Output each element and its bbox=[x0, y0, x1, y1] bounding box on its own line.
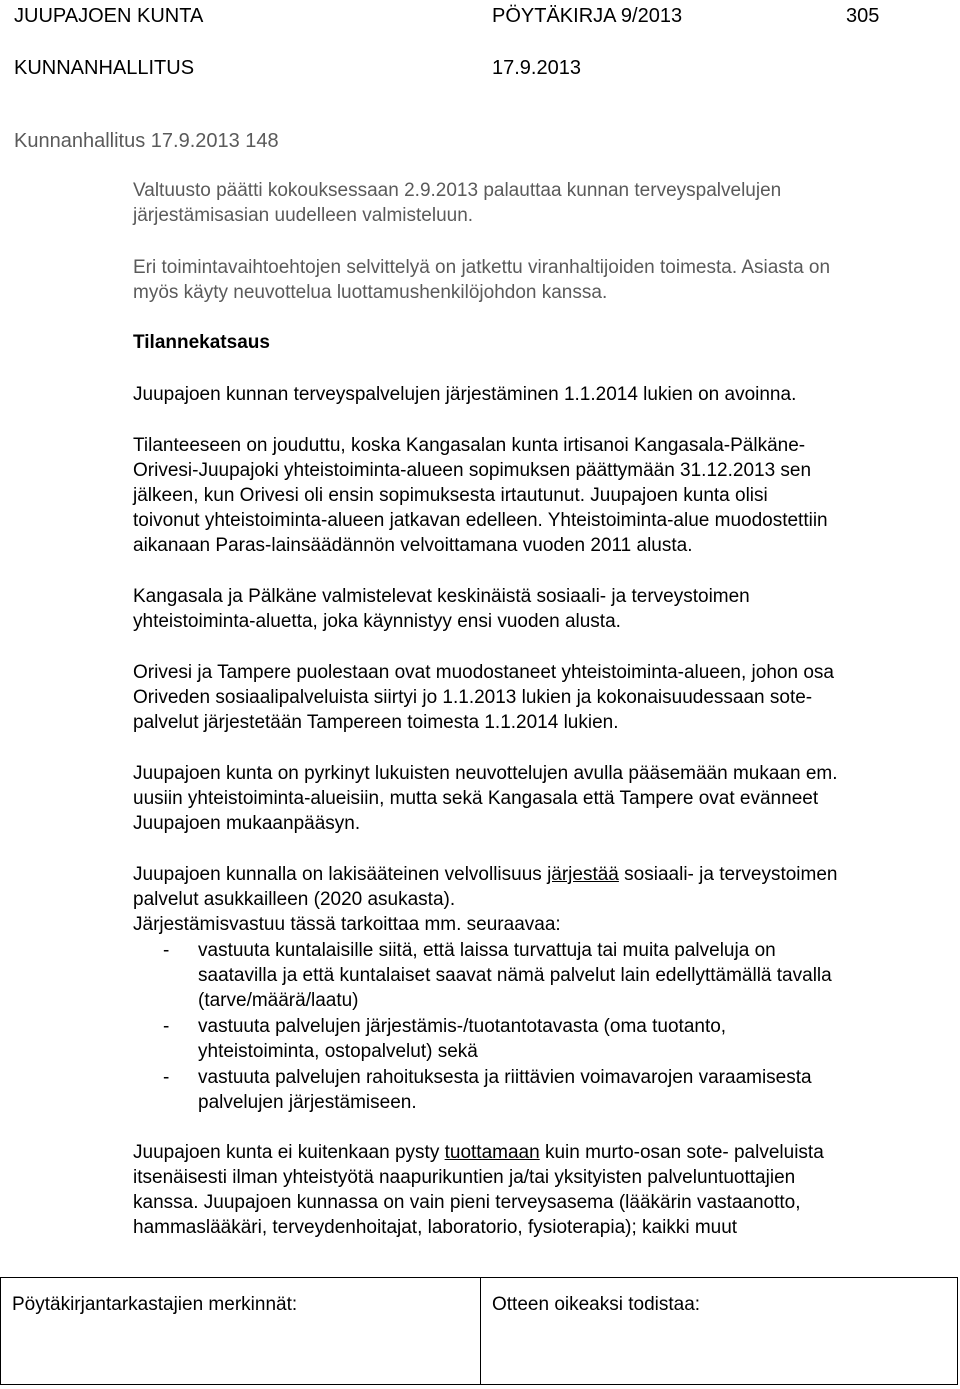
text-line: Oriveden sosiaalipalveluista siirtyi jo 1.1.2013 lukien ja kokonaisuudessaan sote- bbox=[133, 687, 813, 708]
text-line: itsenäisesti ilman yhteistyötä naapurikuntien ja/tai yksityisten palveluntuottajien bbox=[133, 1167, 796, 1188]
text-line: saatavilla ja että kuntalaiset saavat nämä palvelut lain edellyttämällä tavalla bbox=[198, 965, 832, 986]
body-name: KUNNANHALLITUS bbox=[14, 57, 195, 79]
text-line: vastuuta kuntalaisille siitä, että laissa turvattuja tai muita palveluja on bbox=[198, 940, 776, 961]
paragraph-1: Juupajoen kunnan terveyspalvelujen järjestäminen 1.1.2014 lukien on avoinna. bbox=[133, 384, 797, 405]
section-heading: Tilannekatsaus bbox=[133, 332, 270, 353]
footer-signature-box bbox=[0, 1277, 958, 1385]
text-line: palvelujen järjestämiseen. bbox=[198, 1092, 417, 1113]
text-line: Orivesi-Juupajoki yhteistoiminta-alueen sopimuksen päättymään 31.12.2013 sen bbox=[133, 460, 812, 481]
intro-paragraph-2 bbox=[133, 255, 933, 305]
text-line: Eri toimintavaihtoehtojen selvittelyä on jatkettu viranhaltijoiden toimesta. Asiasta on bbox=[133, 257, 831, 278]
text-line: Valtuusto päätti kokouksessaan 2.9.2013 palauttaa kunnan terveyspalvelujen bbox=[133, 180, 782, 201]
footer-divider bbox=[480, 1278, 481, 1384]
text-line: järjestämisasian uudelleen valmisteluun. bbox=[133, 205, 474, 226]
text-line: Kangasala ja Pälkäne valmistelevat keskinäistä sosiaali- ja terveystoimen bbox=[133, 586, 750, 607]
text-line: kanssa. Juupajoen kunnassa on vain pieni terveysasema (lääkärin vastaanotto, bbox=[133, 1192, 801, 1213]
list-item bbox=[198, 938, 832, 1013]
text-line: toivonut yhteistoiminta-alueen jatkavan edelleen. Yhteistoiminta-alue muodostettiin bbox=[133, 510, 828, 531]
org-name: JUUPAJOEN KUNTA bbox=[14, 5, 204, 27]
text-line: Orivesi ja Tampere puolestaan ovat muodostaneet yhteistoiminta-alueen, johon osa bbox=[133, 662, 834, 683]
text-line: myös käyty neuvottelua luottamushenkilöjohdon kanssa. bbox=[133, 282, 608, 303]
list-dash: - bbox=[163, 1016, 170, 1037]
text-line: hammaslääkäri, terveydenhoitajat, laboratorio, fysioterapia); kaikki muut bbox=[133, 1217, 738, 1238]
text-line: vastuuta palvelujen rahoituksesta ja riittävien voimavarojen varaamisesta bbox=[198, 1067, 812, 1088]
text-line: jälkeen, kun Orivesi oli ensin sopimuksesta irtautunut. Juupajoen kunta olisi bbox=[133, 485, 768, 506]
text-line: Juupajoen mukaanpääsyn. bbox=[133, 813, 361, 834]
text-run: kuin murto-osan sote- palveluista bbox=[539, 1142, 824, 1163]
doc-type: PÖYTÄKIRJA 9/2013 bbox=[492, 5, 683, 27]
text-run: sosiaali- ja terveystoimen bbox=[618, 864, 838, 885]
list-item bbox=[198, 1065, 812, 1115]
intro-paragraph-1 bbox=[133, 178, 933, 228]
underlined-word: järjestää bbox=[547, 864, 619, 885]
text-line: uusiin yhteistoiminta-alueisiin, mutta sekä Kangasala että Tampere ovat evänneet bbox=[133, 788, 819, 809]
certified-copy-label: Otteen oikeaksi todistaa: bbox=[492, 1294, 701, 1315]
text-line: yhteistoiminta, ostopalvelut) sekä bbox=[198, 1041, 478, 1062]
inspectors-notes-label: Pöytäkirjantarkastajien merkinnät: bbox=[12, 1294, 298, 1315]
page-number: 305 bbox=[846, 5, 880, 27]
text-line bbox=[133, 862, 933, 887]
text-line: (tarve/määrä/laatu) bbox=[198, 990, 359, 1011]
paragraph-7 bbox=[133, 1140, 933, 1240]
paragraph-5 bbox=[133, 761, 933, 836]
list-dash: - bbox=[163, 940, 170, 961]
section-ref: Kunnanhallitus 17.9.2013 148 bbox=[14, 130, 279, 152]
text-line: palvelut asukkailleen (2020 asukasta). bbox=[133, 889, 456, 910]
list-item bbox=[198, 1014, 726, 1064]
text-line bbox=[133, 1140, 933, 1165]
text-line: yhteistoiminta-aluetta, joka käynnistyy ensi vuoden alusta. bbox=[133, 611, 621, 632]
header-date: 17.9.2013 bbox=[492, 57, 581, 79]
paragraph-6 bbox=[133, 862, 933, 937]
text-line: palvelut järjestetään Tampereen toimesta 1.1.2014 lukien. bbox=[133, 712, 619, 733]
paragraph-4 bbox=[133, 660, 933, 735]
text-line: Tilanteeseen on jouduttu, koska Kangasalan kunta irtisanoi Kangasala-Pälkäne- bbox=[133, 435, 806, 456]
paragraph-3 bbox=[133, 584, 933, 634]
underlined-word: tuottamaan bbox=[444, 1142, 540, 1163]
list-dash: - bbox=[163, 1067, 170, 1088]
text-line: Järjestämisvastuu tässä tarkoittaa mm. seuraavaa: bbox=[133, 914, 561, 935]
text-line: Juupajoen kunta on pyrkinyt lukuisten neuvottelujen avulla pääsemään mukaan em. bbox=[133, 763, 838, 784]
text-run: Juupajoen kunta ei kuitenkaan pysty bbox=[133, 1142, 445, 1163]
paragraph-2 bbox=[133, 433, 933, 558]
text-run: Juupajoen kunnalla on lakisääteinen velvollisuus bbox=[133, 864, 548, 885]
text-line: aikanaan Paras-lainsäädännön velvoittamana vuoden 2011 alusta. bbox=[133, 535, 693, 556]
text-line: vastuuta palvelujen järjestämis-/tuotantotavasta (oma tuotanto, bbox=[198, 1016, 727, 1037]
